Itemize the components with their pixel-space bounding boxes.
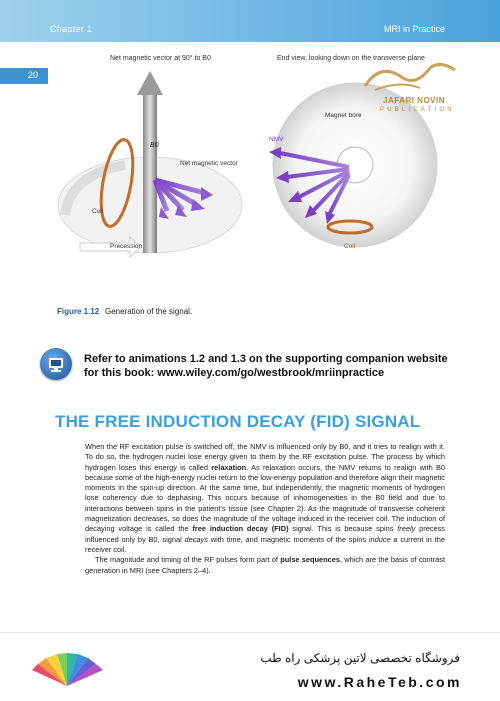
term-fid: free induction decay (FID) bbox=[192, 524, 289, 534]
computer-icon bbox=[40, 348, 72, 380]
figure-number: Figure 1.12 bbox=[57, 307, 100, 316]
watermark-name: JAFARI NOVIN bbox=[383, 96, 446, 105]
figure-caption: Generation of the signal. bbox=[105, 307, 193, 316]
b0-label: B0 bbox=[150, 142, 159, 149]
coil-right-label: Coil bbox=[344, 243, 356, 250]
watermark-subtitle: PUBLICATION bbox=[380, 107, 455, 113]
figure-left-caption: Net magnetic vector at 90° to B0 bbox=[110, 55, 211, 62]
b0-shaft bbox=[143, 93, 157, 253]
magnet-bore-label: Magnet bore bbox=[325, 112, 362, 119]
term-pulse-sequences: pulse sequences bbox=[280, 555, 340, 565]
chapter-label: Chapter 1 bbox=[50, 24, 93, 34]
page-number-tab bbox=[0, 68, 48, 84]
paragraph-1: When the RF excitation pulse is switched off, the NMV is influenced only by B0, and it tries to realign with it. To do so, the hydrogen nuclei lose energy given to them by the RF excitation pulse. The process by which hydrogen loses this energy is called relaxation. As relaxation occurs, the NMV returns to realign with B0 because some of the high-energy nuclei return to the low-energy population and therefore align their magnetic moments in the spin-up direction. At the same time, but independently, the magnetic moments of hydrogen lose coherency due to dephasing. This occurs because of inhomogeneities in the B0 field and due to interactions between spins in the patient's tissue (see Chapter 2). As the magnitude of transverse coherent magnetization decreases, so does the magnitude of the voltage induced in the receiver coil. The induction of decaying voltage is called the free induction decay (FID) signal. This is because spins freely precess influenced only by B0, signal decays with time, and magnetic moments of the spins induce a current in the receiver coil. bbox=[85, 442, 445, 554]
b0-arrowhead bbox=[137, 71, 163, 95]
running-title: MRI in Practice bbox=[383, 24, 445, 34]
publisher-watermark-logo bbox=[360, 58, 460, 98]
coil-left-label: Coil bbox=[92, 208, 104, 215]
figure-right-caption: End view, looking down on the transverse plane bbox=[277, 55, 425, 62]
paragraph-2: The magnitude and timing of the RF pulses form part of pulse sequences, which are the basis of contrast generation in MRI (see Chapters 2–4). bbox=[85, 555, 446, 575]
precession-label: Precession bbox=[110, 243, 143, 250]
header-bar bbox=[0, 0, 500, 42]
section-body bbox=[85, 442, 445, 576]
section-heading: THE FREE INDUCTION DECAY (FID) SIGNAL bbox=[55, 412, 421, 431]
companion-website-note: Refer to animations 1.2 and 1.3 on the supporting companion website for this book: www.wiley.com/go/westbrook/mriinpractice bbox=[84, 353, 448, 379]
nmv-label: NMV bbox=[269, 136, 284, 143]
book-fan-logo bbox=[30, 650, 105, 688]
footer-store-name: فروشگاه تخصصی لاتین پزشکی راه طب bbox=[260, 651, 460, 665]
page-number: 20 bbox=[28, 70, 39, 80]
term-relaxation: relaxation bbox=[211, 462, 247, 472]
net-vector-label: Net magnetic vector bbox=[180, 160, 238, 167]
footer-url[interactable]: www.RaheTeb.com bbox=[297, 674, 462, 690]
